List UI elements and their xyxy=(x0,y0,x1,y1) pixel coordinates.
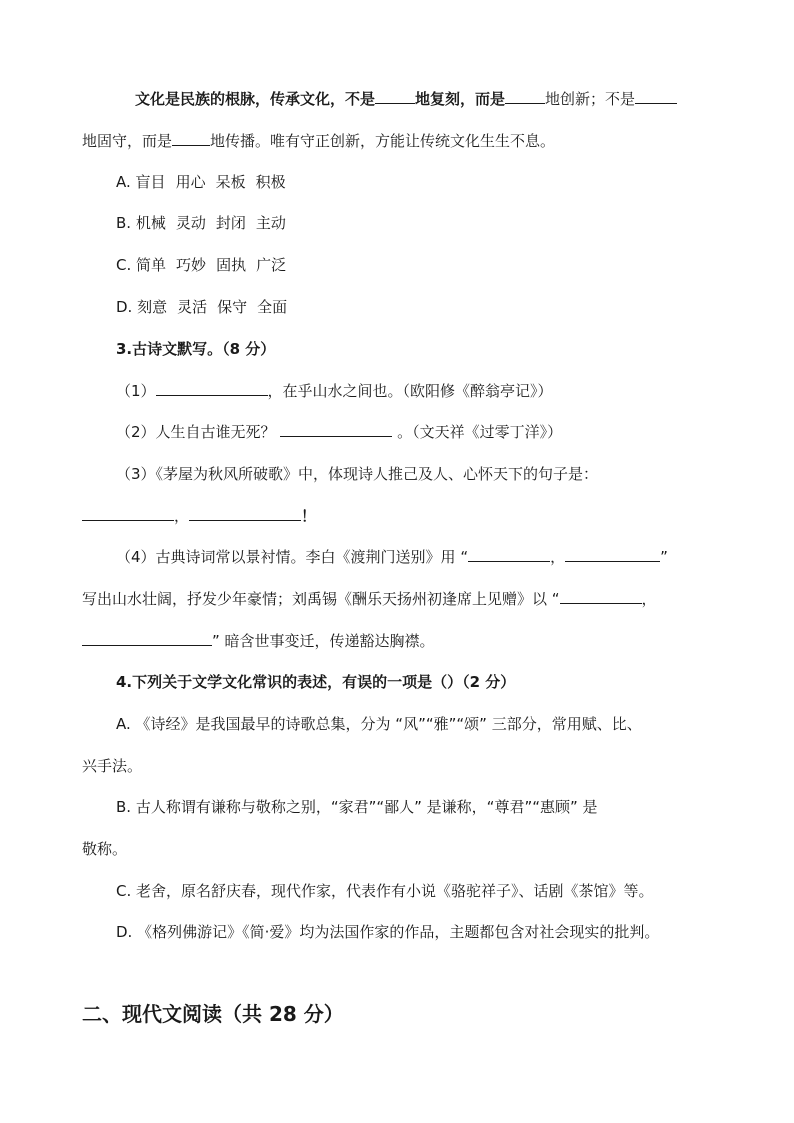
answer-blank[interactable] xyxy=(82,630,212,646)
answer-blank[interactable] xyxy=(189,505,301,521)
answer-blank[interactable] xyxy=(82,505,174,521)
q3-title: 3.古诗文默写。（8 分） xyxy=(116,340,276,358)
q3-part-4-line-2: 写出山水壮阔，抒发少年豪情；刘禹锡《酬乐天扬州初逢席上见赠》以 “ ， xyxy=(82,590,657,608)
section-heading: 二、现代文阅读（共 28 分） xyxy=(82,1002,344,1026)
intro-text: 地复刻，而是 xyxy=(415,90,506,108)
answer-blank[interactable] xyxy=(156,380,268,396)
q3-part-4-line-3: ” 暗含世事变迁，传递豁达胸襟。 xyxy=(82,630,435,652)
intro-text: 地创新；不是 xyxy=(545,90,636,108)
q4-option-a[interactable]: A. 《诗经》是我国最早的诗歌总集，分为 “风”“雅”“颂” 三部分，常用赋、比、 xyxy=(116,715,642,733)
q4-option-b[interactable]: B. 古人称谓有谦称与敬称之别，“家君”“鄙人” 是谦称，“尊君”“惠顾” 是 xyxy=(116,798,598,816)
option-b[interactable]: B. 机械 灵动 封闭 主动 xyxy=(116,214,286,232)
q3-part-3: （3）《茅屋为秋风所破歌》中，体现诗人推己及人、心怀天下的句子是： xyxy=(116,465,599,483)
answer-blank[interactable] xyxy=(468,546,550,562)
option-c[interactable]: C. 简单 巧妙 固执 广泛 xyxy=(116,256,287,274)
answer-blank[interactable] xyxy=(280,421,392,437)
q3-part-3-answers: ， ！ xyxy=(82,505,316,527)
q4-option-a-cont: 兴手法。 xyxy=(82,757,143,775)
q3-part-4: （4）古典诗词常以景衬情。李白《渡荆门送别》用 “ ， ” xyxy=(116,548,668,566)
q4-option-c[interactable]: C. 老舍，原名舒庆春，现代作家，代表作有小说《骆驼祥子》、话剧《茶馆》等。 xyxy=(116,882,654,900)
answer-blank[interactable] xyxy=(172,130,210,146)
q3-part-2: （2）人生自古谁无死？ 。（文天祥《过零丁洋》） xyxy=(116,423,563,441)
q4-title: 4.下列关于文学文化常识的表述，有误的一项是（）（2 分） xyxy=(116,673,516,691)
q4-option-b-cont: 敬称。 xyxy=(82,840,128,858)
q4-option-d[interactable]: D. 《格列佛游记》《简·爱》均为法国作家的作品，主题都包含对社会现实的批判。 xyxy=(116,923,660,941)
intro-line-1 xyxy=(135,88,677,110)
answer-blank[interactable] xyxy=(560,588,642,604)
answer-blank[interactable] xyxy=(635,88,677,104)
answer-blank[interactable] xyxy=(565,546,660,562)
intro-text: 文化是民族的根脉，传承文化，不是 xyxy=(135,90,376,108)
q3-part-1: （1） ，在乎山水之间也。（欧阳修《醉翁亭记》） xyxy=(116,382,553,400)
intro-text: 地传播。唯有守正创新，方能让传统文化生生不息。 xyxy=(210,132,556,150)
option-d[interactable]: D. 刻意 灵活 保守 全面 xyxy=(116,298,288,316)
answer-blank[interactable] xyxy=(505,88,545,104)
answer-blank[interactable] xyxy=(375,88,415,104)
option-a[interactable]: A. 盲目 用心 呆板 积极 xyxy=(116,173,286,191)
intro-line-2 xyxy=(82,130,555,152)
intro-text: 地固守，而是 xyxy=(82,132,173,150)
